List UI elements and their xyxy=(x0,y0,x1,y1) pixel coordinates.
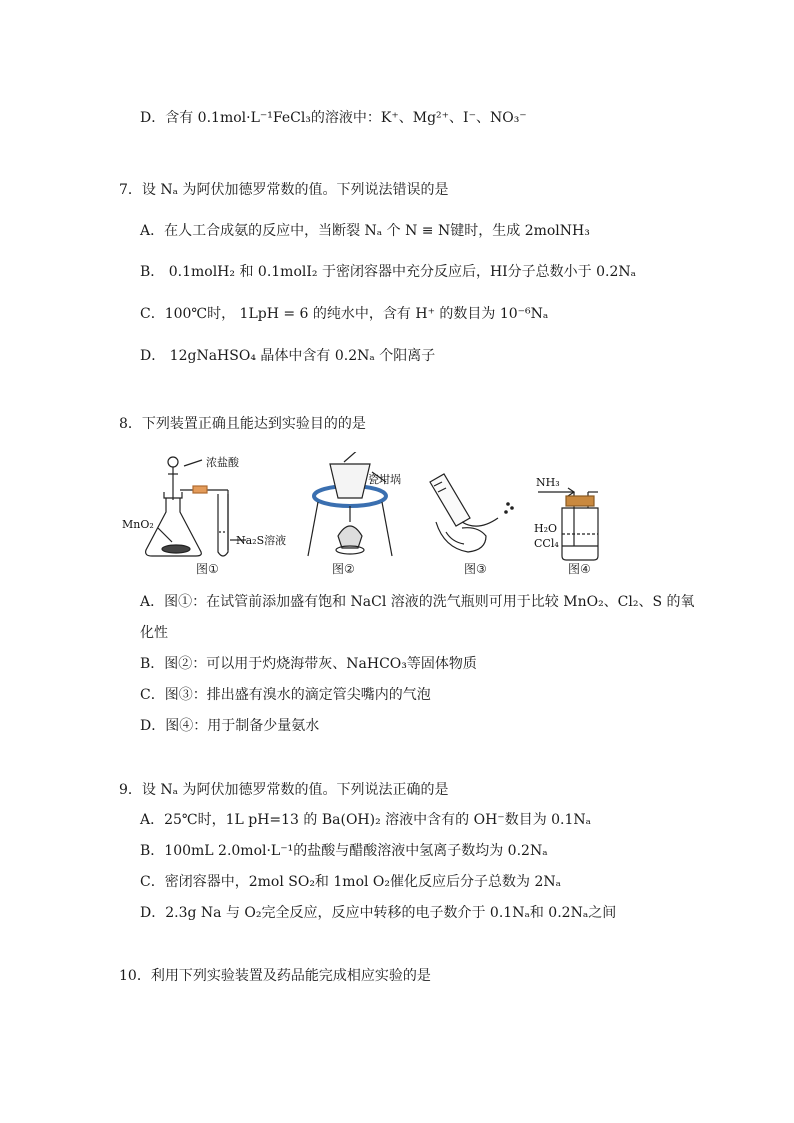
apparatus-drawing xyxy=(118,452,618,582)
q8-option-a-line1: A．图①：在试管前添加盛有饱和 NaCl 溶液的洗气瓶则可用于比较 MnO₂、Cl₂、S 的氧 xyxy=(140,594,695,610)
caption-fig-3: 图③ xyxy=(464,562,487,576)
q8-apparatus-figure xyxy=(118,452,618,582)
apparatus-2-crucible-heating xyxy=(308,452,392,556)
label-h2o: H₂O xyxy=(534,522,558,535)
label-mno2: MnO₂ xyxy=(122,518,154,531)
q8-stem: 8．下列装置正确且能达到实验目的的是 xyxy=(119,416,366,432)
q9-option-d: D．2.3g Na 与 O₂完全反应，反应中转移的电子数介于 0.1Nₐ和 0.2Nₐ之间 xyxy=(140,905,617,921)
apparatus-3-burette-bubble-removal xyxy=(430,474,513,552)
q7-option-b: B． 0.1molH₂ 和 0.1molI₂ 于密闭容器中充分反应后，HI分子总数小于 0.2Nₐ xyxy=(140,264,637,280)
q10-stem: 10．利用下列实验装置及药品能完成相应实验的是 xyxy=(119,968,431,984)
q8-option-b: B．图②：可以用于灼烧海带灰、NaHCO₃等固体物质 xyxy=(140,656,477,672)
label-ccl4: CCl₄ xyxy=(534,537,559,550)
apparatus-1-chlorine-generator xyxy=(146,457,246,556)
caption-fig-2: 图② xyxy=(332,562,355,576)
q9-option-b: B．100mL 2.0mol·L⁻¹的盐酸与醋酸溶液中氢离子数均为 0.2Nₐ xyxy=(140,843,548,859)
label-porcelain-crucible: 瓷坩埚 xyxy=(368,473,401,486)
q8-option-c: C．图③：排出盛有溴水的滴定管尖嘴内的气泡 xyxy=(140,687,431,703)
label-na2s-solution: Na₂S溶液 xyxy=(236,534,287,547)
label-nh3: NH₃ xyxy=(536,476,560,489)
q7-option-a: A．在人工合成氨的反应中，当断裂 Nₐ 个 N ≡ N键时，生成 2molNH₃ xyxy=(140,223,590,239)
q7-stem: 7．设 Nₐ 为阿伏加德罗常数的值。下列说法错误的是 xyxy=(119,182,449,198)
q9-option-a: A．25℃时，1L pH=13 的 Ba(OH)₂ 溶液中含有的 OH⁻数目为 0.1Nₐ xyxy=(140,812,592,828)
caption-fig-1: 图① xyxy=(196,562,219,576)
label-conc-hcl: 浓盐酸 xyxy=(206,456,239,469)
q8-option-a-line2: 化性 xyxy=(140,625,168,641)
q7-option-c: C．100℃时， 1LpH = 6 的纯水中，含有 H⁺ 的数目为 10⁻⁶Nₐ xyxy=(140,306,549,322)
q8-option-d: D．图④：用于制备少量氨水 xyxy=(140,718,320,734)
q9-stem: 9．设 Nₐ 为阿伏加德罗常数的值。下列说法正确的是 xyxy=(119,782,449,798)
caption-fig-4: 图④ xyxy=(568,562,591,576)
q7-option-d: D． 12gNaHSO₄ 晶体中含有 0.2Nₐ 个阳离子 xyxy=(140,348,436,364)
q6-option-d: D．含有 0.1mol·L⁻¹FeCl₃的溶液中：K⁺、Mg²⁺、I⁻、NO₃⁻ xyxy=(140,110,527,126)
q9-option-c: C．密闭容器中，2mol SO₂和 1mol O₂催化反应后分子总数为 2Nₐ xyxy=(140,874,562,890)
